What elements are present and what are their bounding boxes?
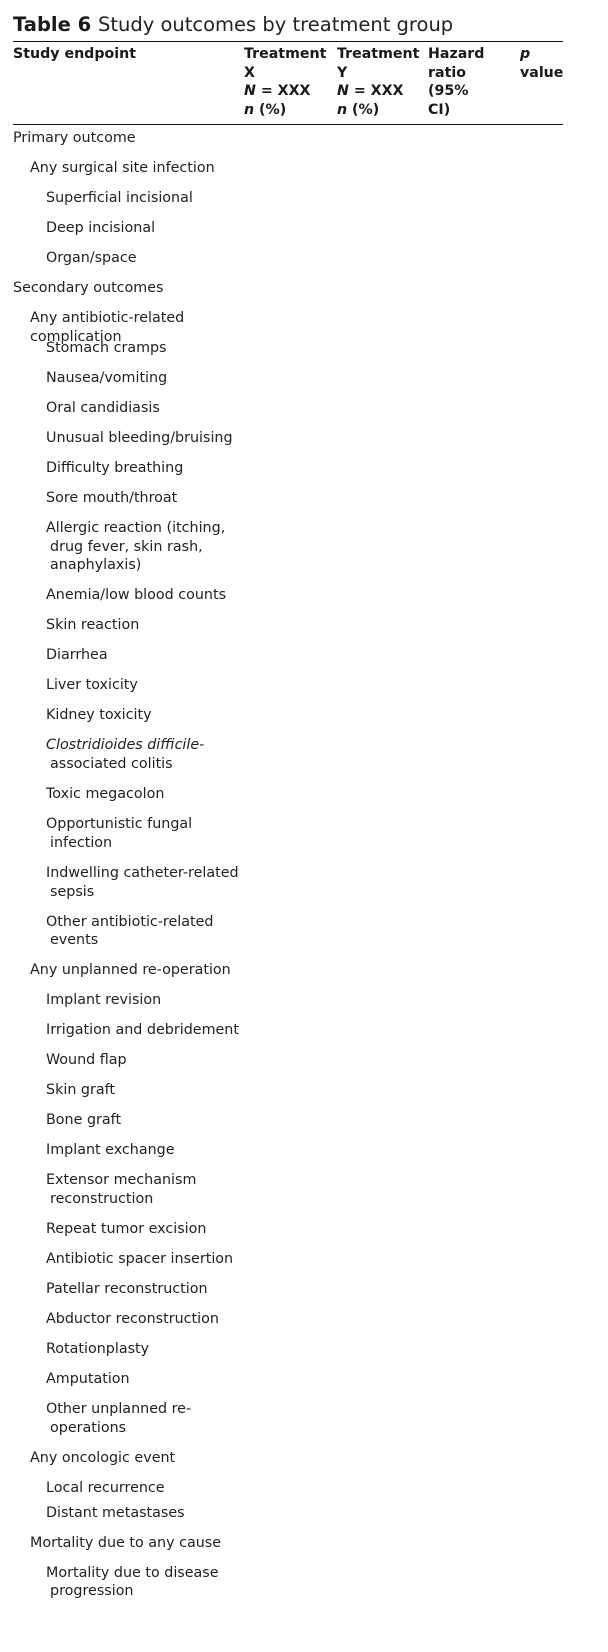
row-label-continuation: reconstruction bbox=[50, 1190, 154, 1207]
row-label: Implant revision bbox=[46, 992, 162, 1009]
table-row bbox=[13, 961, 270, 980]
table-row bbox=[13, 1504, 286, 1523]
header-hazard-ratio: Hazard ratio (95% CI) bbox=[428, 46, 485, 118]
table-row bbox=[13, 1479, 286, 1498]
row-label: Irrigation and debridement bbox=[46, 1022, 239, 1039]
row-label: Sore mouth/throat bbox=[46, 490, 178, 506]
row-label: Extensor mechanism bbox=[46, 1172, 197, 1189]
header-rule bbox=[13, 124, 563, 125]
row-label: Organ/space bbox=[46, 250, 137, 266]
row-label: Mortality due to any cause bbox=[30, 1534, 222, 1551]
table-row bbox=[13, 429, 286, 448]
row-label: Superficial incisional bbox=[46, 190, 193, 206]
table-row bbox=[13, 736, 286, 773]
row-label: Local recurrence bbox=[46, 1479, 165, 1496]
row-label: Skin graft bbox=[46, 1082, 116, 1099]
table-row bbox=[13, 1220, 286, 1239]
table-row bbox=[13, 1370, 286, 1389]
row-label-continuation: drug fever, skin rash, bbox=[50, 538, 203, 555]
row-label: Mortality due to disease bbox=[46, 1564, 219, 1581]
row-label: Antibiotic spacer insertion bbox=[46, 1250, 234, 1267]
table-row bbox=[13, 459, 286, 478]
table-row bbox=[13, 1051, 286, 1070]
table-row bbox=[13, 646, 286, 665]
row-label: Oral candidiasis bbox=[46, 400, 160, 416]
table-row bbox=[13, 1171, 286, 1208]
row-label: Nausea/vomiting bbox=[46, 370, 168, 386]
row-label-continuation: sepsis bbox=[50, 883, 95, 900]
row-label: Amputation bbox=[46, 1370, 130, 1387]
table-row bbox=[13, 369, 286, 388]
row-label: Other antibiotic-related bbox=[46, 913, 214, 930]
table-number: Table 6 bbox=[13, 13, 92, 36]
table-row bbox=[13, 586, 286, 605]
row-label: Any antibiotic-related complication bbox=[30, 310, 185, 345]
header-treatment-y: Treatment Y N = XXX n (%) bbox=[337, 46, 420, 118]
row-label: Secondary outcomes bbox=[13, 280, 164, 296]
row-label: Any unplanned re-operation bbox=[30, 962, 231, 979]
row-label: Stomach cramps bbox=[46, 340, 167, 356]
row-label: Anemia/low blood counts bbox=[46, 587, 227, 604]
row-label: Indwelling catheter-related bbox=[46, 864, 239, 881]
table-row bbox=[13, 706, 286, 725]
row-label: Any surgical site infection bbox=[30, 160, 215, 176]
row-label: Wound flap bbox=[46, 1052, 127, 1069]
row-label-continuation: progression bbox=[50, 1583, 134, 1600]
header-treatment-x: Treatment X N = XXX n (%) bbox=[244, 46, 327, 118]
table-row bbox=[13, 1021, 286, 1040]
row-label: Implant exchange bbox=[46, 1142, 175, 1159]
table-row bbox=[13, 864, 286, 901]
row-label: Unusual bleeding/bruising bbox=[46, 430, 233, 446]
table-row bbox=[13, 1081, 286, 1100]
row-label: Abductor reconstruction bbox=[46, 1310, 219, 1327]
row-label: Diarrhea bbox=[46, 647, 108, 664]
table-row bbox=[13, 219, 286, 238]
table-row bbox=[13, 676, 286, 695]
table-row bbox=[13, 1141, 286, 1160]
table-row bbox=[13, 1111, 286, 1130]
table-row bbox=[13, 1534, 270, 1553]
table-row bbox=[13, 159, 270, 178]
row-label: Kidney toxicity bbox=[46, 707, 152, 724]
table-row bbox=[13, 1449, 270, 1468]
table-row bbox=[13, 489, 286, 508]
row-label: Deep incisional bbox=[46, 220, 156, 236]
table-header bbox=[13, 42, 563, 124]
row-label: Rotationplasty bbox=[46, 1340, 150, 1357]
table-row bbox=[13, 1400, 286, 1437]
table-row bbox=[13, 815, 286, 852]
row-label: Any oncologic event bbox=[30, 1449, 176, 1466]
table-row bbox=[13, 189, 286, 208]
row-label: Liver toxicity bbox=[46, 677, 138, 694]
table-row bbox=[13, 279, 253, 298]
row-label: Other unplanned re- bbox=[46, 1400, 192, 1417]
header-p-value: p value bbox=[520, 46, 564, 81]
table-row bbox=[13, 399, 286, 418]
row-label: Allergic reaction (itching, bbox=[46, 520, 226, 536]
row-label: Difficulty breathing bbox=[46, 460, 184, 476]
table-row bbox=[13, 339, 286, 358]
table-row bbox=[13, 1310, 286, 1329]
row-label: Skin reaction bbox=[46, 617, 140, 634]
table-row bbox=[13, 785, 286, 804]
table-row bbox=[13, 129, 253, 148]
table-row bbox=[13, 991, 286, 1010]
table-row bbox=[13, 519, 286, 575]
row-label-continuation: anaphylaxis) bbox=[50, 557, 142, 574]
table-row bbox=[13, 1250, 286, 1269]
row-label: Primary outcome bbox=[13, 130, 136, 146]
row-label: Opportunistic fungal bbox=[46, 816, 193, 833]
table-row bbox=[13, 616, 286, 635]
row-label: Clostridioides difficile- bbox=[46, 737, 205, 754]
row-label-continuation: infection bbox=[50, 834, 113, 851]
row-label: Bone graft bbox=[46, 1112, 122, 1129]
table-title bbox=[13, 12, 563, 38]
row-label: Patellar reconstruction bbox=[46, 1280, 208, 1297]
row-label: Distant metastases bbox=[46, 1504, 185, 1521]
table-row bbox=[13, 1280, 286, 1299]
row-label: Toxic megacolon bbox=[46, 786, 165, 803]
table-caption: Study outcomes by treatment group bbox=[97, 13, 454, 36]
header-study-endpoint: Study endpoint bbox=[13, 46, 136, 62]
table-figure bbox=[13, 12, 564, 1600]
row-label-continuation: operations bbox=[50, 1419, 127, 1436]
table-row bbox=[13, 1340, 286, 1359]
table-row bbox=[13, 913, 286, 950]
row-label-continuation: associated colitis bbox=[50, 756, 173, 773]
row-label-continuation: events bbox=[50, 932, 99, 949]
row-label: Repeat tumor excision bbox=[46, 1220, 207, 1237]
table-row bbox=[13, 249, 286, 268]
table-row bbox=[13, 1564, 286, 1601]
